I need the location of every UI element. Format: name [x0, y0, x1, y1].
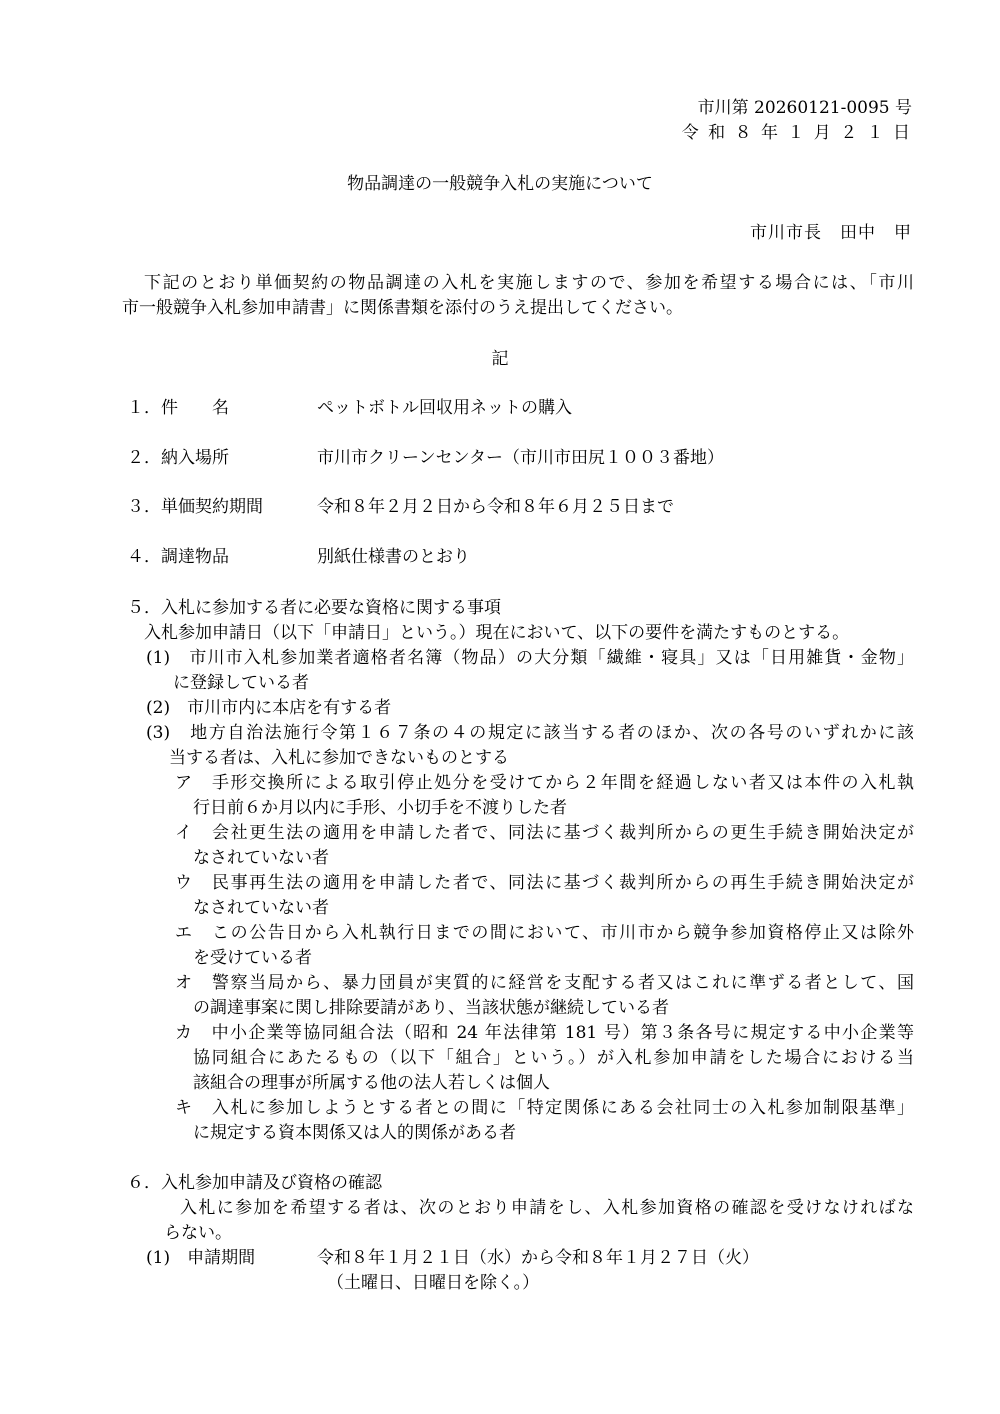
- sub-o-line-1: オ 警察当局から、暴力団員が実質的に経営を支配する者又はこれに準ずる者として、国: [175, 973, 914, 993]
- sub-ka-line-1: カ 中小企業等協同組合法（昭和 24 年法律第 181 号）第３条各号に規定する中小企業等: [175, 1023, 914, 1043]
- period-value: 令和８年１月２１日（水）から令和８年１月２７日（火）: [317, 1248, 759, 1268]
- sub-e-line-2: を受けている者: [193, 948, 312, 968]
- item-label-3: ３．単価契約期間: [127, 497, 263, 517]
- item-value-2: 市川市クリーンセンター（市川市田尻１００３番地）: [317, 448, 724, 468]
- doc-date: 令 和 ８ 年 １ 月 ２ １ 日: [681, 123, 912, 143]
- ki-mark: 記: [491, 349, 509, 369]
- sub-o-line-2: の調達事案に関し排除要請があり、当該状態が継続している者: [193, 998, 669, 1018]
- sub-a-line-1: ア 手形交換所による取引停止処分を受けてから２年間を経過しない者又は本件の入札執: [175, 773, 914, 793]
- sub-ka-line-3: 該組合の理事が所属する他の法人若しくは個人: [193, 1073, 550, 1093]
- period-label: (1) 申請期間: [146, 1248, 256, 1268]
- sub-a-line-2: 行日前６か月以内に手形、小切手を不渡りした者: [193, 798, 567, 818]
- cond3-line-1: (3) 地方自治法施行令第１６７条の４の規定に該当する者のほか、次の各号のいずれかに該: [146, 723, 914, 743]
- sub-u-line-1: ウ 民事再生法の適用を申請した者で、同法に基づく裁判所からの再生手続き開始決定が: [175, 873, 914, 893]
- issuer: 市川市長 田中 甲: [750, 223, 912, 243]
- sub-ki-line-1: キ 入札に参加しようとする者との間に「特定関係にある会社同士の入札参加制限基準」: [175, 1098, 914, 1118]
- cond1-line-1: (1) 市川市入札参加業者適格者名簿（物品）の大分類「繊維・寝具」又は「日用雑貨・金物」: [146, 648, 914, 668]
- cond2: (2) 市川市内に本店を有する者: [146, 698, 392, 718]
- item-label-1: １．件 名: [127, 398, 229, 418]
- cond1-line-2: に登録している者: [173, 673, 309, 693]
- doc-number: 市川第 20260121-0095 号: [697, 98, 912, 118]
- sub-ka-line-2: 協同組合にあたるもの（以下「組合」という。）が入札参加申請をした場合における当: [193, 1048, 914, 1068]
- section5-heading: ５．入札に参加する者に必要な資格に関する事項: [127, 598, 501, 618]
- intro-line-2: 市一般競争入札参加申請書」に関係書類を添付のうえ提出してください。: [122, 298, 683, 318]
- page-title: 物品調達の一般競争入札の実施について: [347, 174, 653, 194]
- period-note: （土曜日、日曜日を除く。）: [327, 1273, 540, 1293]
- item-label-2: ２．納入場所: [127, 448, 229, 468]
- item-value-3: 令和８年２月２日から令和８年６月２５日まで: [317, 497, 674, 517]
- sub-i-line-2: なされていない者: [193, 848, 329, 868]
- item-value-1: ペットボトル回収用ネットの購入: [317, 398, 572, 418]
- sub-e-line-1: エ この公告日から入札執行日までの間において、市川市から競争参加資格停止又は除外: [175, 923, 914, 943]
- sub-ki-line-2: に規定する資本関係又は人的関係がある者: [193, 1123, 516, 1143]
- sub-i-line-1: イ 会社更生法の適用を申請した者で、同法に基づく裁判所からの更生手続き開始決定が: [175, 823, 914, 843]
- intro-line-1: 下記のとおり単価契約の物品調達の入札を実施しますので、参加を希望する場合には、「市川: [144, 273, 914, 293]
- cond3-line-2: 当する者は、入札に参加できないものとする: [169, 748, 509, 768]
- item-value-4: 別紙仕様書のとおり: [317, 547, 470, 567]
- section6-lead-2: らない。: [164, 1223, 232, 1243]
- section5-lead: 入札参加申請日（以下「申請日」という。）現在において、以下の要件を満たすものとする。: [144, 623, 850, 643]
- section6-heading: ６．入札参加申請及び資格の確認: [127, 1173, 382, 1193]
- sub-u-line-2: なされていない者: [193, 898, 329, 918]
- section6-lead-1: 入札に参加を希望する者は、次のとおり申請をし、入札参加資格の確認を受けなければな: [180, 1198, 914, 1218]
- item-label-4: ４．調達物品: [127, 547, 229, 567]
